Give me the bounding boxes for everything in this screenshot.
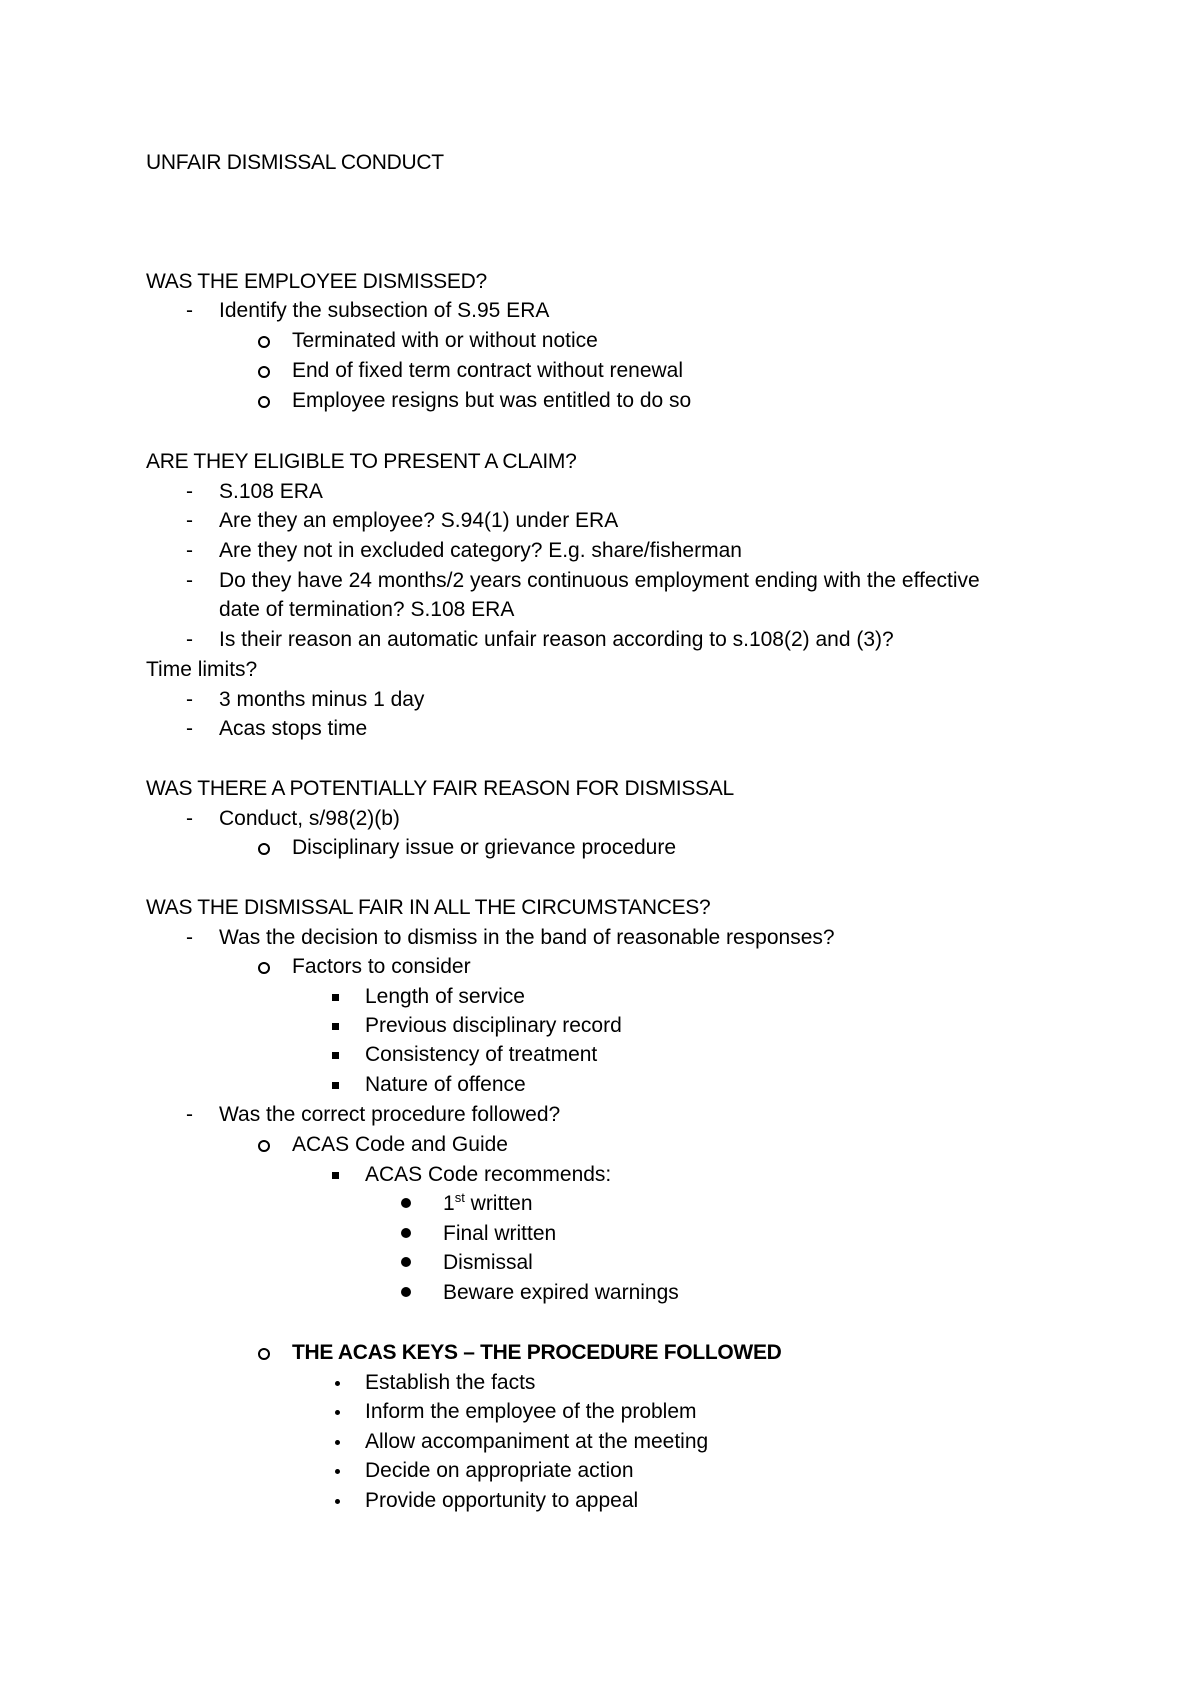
list-item: Beware expired warnings	[443, 1281, 679, 1304]
list-item: Acas stops time	[219, 717, 368, 740]
square-bullet-icon	[332, 994, 339, 1001]
ordinal-text: written	[464, 1192, 533, 1215]
ordinal-suffix: st	[454, 1190, 465, 1205]
list-item: 3 months minus 1 day	[219, 688, 425, 711]
small-dot-bullet-icon	[335, 1469, 340, 1474]
list-item: Terminated with or without notice	[292, 329, 598, 352]
list-item: Nature of offence	[365, 1073, 526, 1096]
dash-bullet-icon: -	[186, 299, 193, 322]
small-dot-bullet-icon	[335, 1440, 340, 1445]
circle-bullet-icon	[258, 336, 270, 348]
list-item: ACAS Code recommends:	[365, 1163, 612, 1186]
list-item: Are they an employee? S.94(1) under ERA	[219, 509, 619, 532]
list-item: Are they not in excluded category? E.g. share/fisherman	[219, 539, 742, 562]
small-dot-bullet-icon	[335, 1410, 340, 1415]
ordinal-number: 1	[443, 1192, 455, 1215]
dot-bullet-icon	[401, 1228, 411, 1238]
dash-bullet-icon: -	[186, 717, 193, 740]
dash-bullet-icon: -	[186, 480, 193, 503]
list-item: Establish the facts	[365, 1371, 536, 1394]
list-item: Employee resigns but was entitled to do so	[292, 389, 692, 412]
section-heading-eligible: ARE THEY ELIGIBLE TO PRESENT A CLAIM?	[146, 450, 577, 473]
list-item: End of fixed term contract without renewal	[292, 359, 684, 382]
square-bullet-icon	[332, 1023, 339, 1030]
list-item: Dismissal	[443, 1251, 533, 1274]
list-item: ACAS Code and Guide	[292, 1133, 508, 1156]
list-item-continuation: date of termination? S.108 ERA	[219, 598, 515, 621]
circle-bullet-icon	[258, 366, 270, 378]
list-item: S.108 ERA	[219, 480, 323, 503]
list-item: Provide opportunity to appeal	[365, 1489, 639, 1512]
circle-bullet-icon	[258, 1348, 270, 1360]
circle-bullet-icon	[258, 1140, 270, 1152]
section-heading-employee-dismissed: WAS THE EMPLOYEE DISMISSED?	[146, 270, 487, 293]
list-item: Disciplinary issue or grievance procedure	[292, 836, 677, 859]
dot-bullet-icon	[401, 1257, 411, 1267]
list-item: Consistency of treatment	[365, 1043, 598, 1066]
acas-keys-heading: THE ACAS KEYS – THE PROCEDURE FOLLOWED	[292, 1341, 782, 1364]
dot-bullet-icon	[401, 1287, 411, 1297]
list-item: Was the correct procedure followed?	[219, 1103, 561, 1126]
list-item: Inform the employee of the problem	[365, 1400, 697, 1423]
small-dot-bullet-icon	[335, 1381, 340, 1386]
list-item: Allow accompaniment at the meeting	[365, 1430, 709, 1453]
dash-bullet-icon: -	[186, 1103, 193, 1126]
list-item: Factors to consider	[292, 955, 471, 978]
list-item: Identify the subsection of S.95 ERA	[219, 299, 550, 322]
dash-bullet-icon: -	[186, 569, 193, 592]
dash-bullet-icon: -	[186, 509, 193, 532]
circle-bullet-icon	[258, 843, 270, 855]
list-item: Final written	[443, 1222, 557, 1245]
section-heading-fair-reason: WAS THERE A POTENTIALLY FAIR REASON FOR DISMISSAL	[146, 777, 734, 800]
square-bullet-icon	[332, 1172, 339, 1179]
small-dot-bullet-icon	[335, 1499, 340, 1504]
section-heading-time-limits: Time limits?	[146, 658, 258, 681]
list-item	[443, 1191, 533, 1217]
dot-bullet-icon	[401, 1198, 411, 1208]
dash-bullet-icon: -	[186, 926, 193, 949]
list-item: Do they have 24 months/2 years continuous employment ending with the effective	[219, 569, 980, 592]
square-bullet-icon	[332, 1052, 339, 1059]
list-item: Is their reason an automatic unfair reason according to s.108(2) and (3)?	[219, 628, 894, 651]
list-item: Was the decision to dismiss in the band of reasonable responses?	[219, 926, 835, 949]
list-item: Conduct, s/98(2)(b)	[219, 807, 400, 830]
dash-bullet-icon: -	[186, 688, 193, 711]
list-item: Decide on appropriate action	[365, 1459, 634, 1482]
dash-bullet-icon: -	[186, 628, 193, 651]
square-bullet-icon	[332, 1082, 339, 1089]
list-item: Length of service	[365, 985, 525, 1008]
circle-bullet-icon	[258, 962, 270, 974]
document-title: UNFAIR DISMISSAL CONDUCT	[146, 151, 444, 174]
list-item: Previous disciplinary record	[365, 1014, 622, 1037]
dash-bullet-icon: -	[186, 539, 193, 562]
dash-bullet-icon: -	[186, 807, 193, 830]
section-heading-fair-circumstances: WAS THE DISMISSAL FAIR IN ALL THE CIRCUMSTANCES?	[146, 896, 711, 919]
circle-bullet-icon	[258, 396, 270, 408]
